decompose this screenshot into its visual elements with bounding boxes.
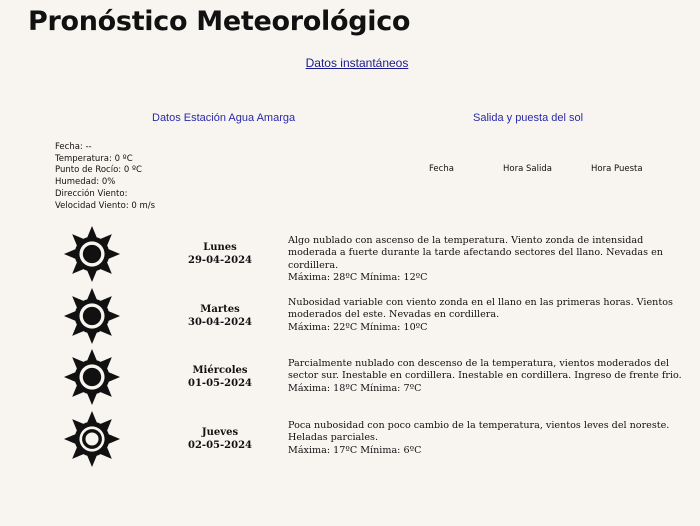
forecast-text: Nubosidad variable con viento zonda en el llano en las primeras horas. Vientos moderados del este. Nevadas en cordillera. (288, 297, 673, 321)
forecast-temps: Máxima: 28ºC Mínima: 12ºC (288, 272, 428, 284)
forecast-day (180, 426, 260, 452)
forecast-row (0, 287, 700, 349)
station-temperature: Temperatura: 0 ºC (55, 153, 133, 164)
forecast-day (180, 364, 260, 390)
forecast-day (180, 241, 260, 267)
station-data (55, 142, 155, 212)
forecast-text: Algo nublado con ascenso de la temperatura. Viento zonda de intensidad moderada a fuerte durante la tarde afectando sectores del llano. Nevadas en cordillera. (288, 235, 663, 271)
station-wind-direction: Dirección Viento: (55, 188, 128, 199)
forecast-description (288, 420, 690, 457)
forecast-day (180, 303, 260, 329)
forecast-row (0, 348, 700, 410)
forecast-date: 01-05-2024 (188, 378, 252, 389)
forecast-date: 29-04-2024 (188, 255, 252, 266)
station-wind-speed: Velocidad Viento: 0 m/s (55, 200, 156, 211)
sun-col-sunrise: Hora Salida (503, 164, 552, 174)
sun-heading: Salida y puesta del sol (473, 112, 584, 124)
forecast-day-name: Martes (200, 304, 240, 315)
forecast-date: 02-05-2024 (188, 440, 252, 451)
page-title: Pronóstico Meteorológico (28, 6, 411, 37)
forecast-row (0, 410, 700, 472)
sun-icon (63, 287, 121, 345)
sun-icon (63, 225, 121, 283)
forecast-date: 30-04-2024 (188, 317, 252, 328)
station-humidity: Humedad: 0% (55, 177, 116, 188)
station-heading: Datos Estación Agua Amarga (152, 112, 296, 124)
station-dew-point: Punto de Rocío: 0 ºC (55, 165, 142, 176)
sun-col-sunset: Hora Puesta (591, 164, 643, 174)
sun-outline-icon (63, 410, 121, 468)
forecast-day-name: Miércoles (192, 365, 248, 376)
forecast-description (288, 235, 690, 285)
forecast-temps: Máxima: 22ºC Mínima: 10ºC (288, 321, 428, 333)
forecast-day-name: Jueves (201, 427, 239, 438)
instant-data-link[interactable]: Datos instantáneos (305, 56, 409, 70)
sun-col-date: Fecha (429, 164, 454, 174)
forecast-temps: Máxima: 17ºC Mínima: 6ºC (288, 444, 422, 456)
forecast-temps: Máxima: 18ºC Mínima: 7ºC (288, 382, 422, 394)
forecast-description (288, 358, 690, 395)
forecast-text: Poca nubosidad con poco cambio de la temperatura, vientos leves del noreste. Heladas parciales. (288, 420, 670, 444)
forecast-row (0, 225, 700, 287)
sun-icon (63, 348, 121, 406)
station-date: Fecha: -- (55, 142, 92, 152)
forecast-text: Parcialmente nublado con descenso de la temperatura, vientos moderados del sector sur. Inestable en cordillera. Inestable en cordillera. Ingreso de frente frio. (288, 358, 682, 382)
forecast-day-name: Lunes (203, 242, 237, 253)
forecast-description (288, 297, 690, 334)
